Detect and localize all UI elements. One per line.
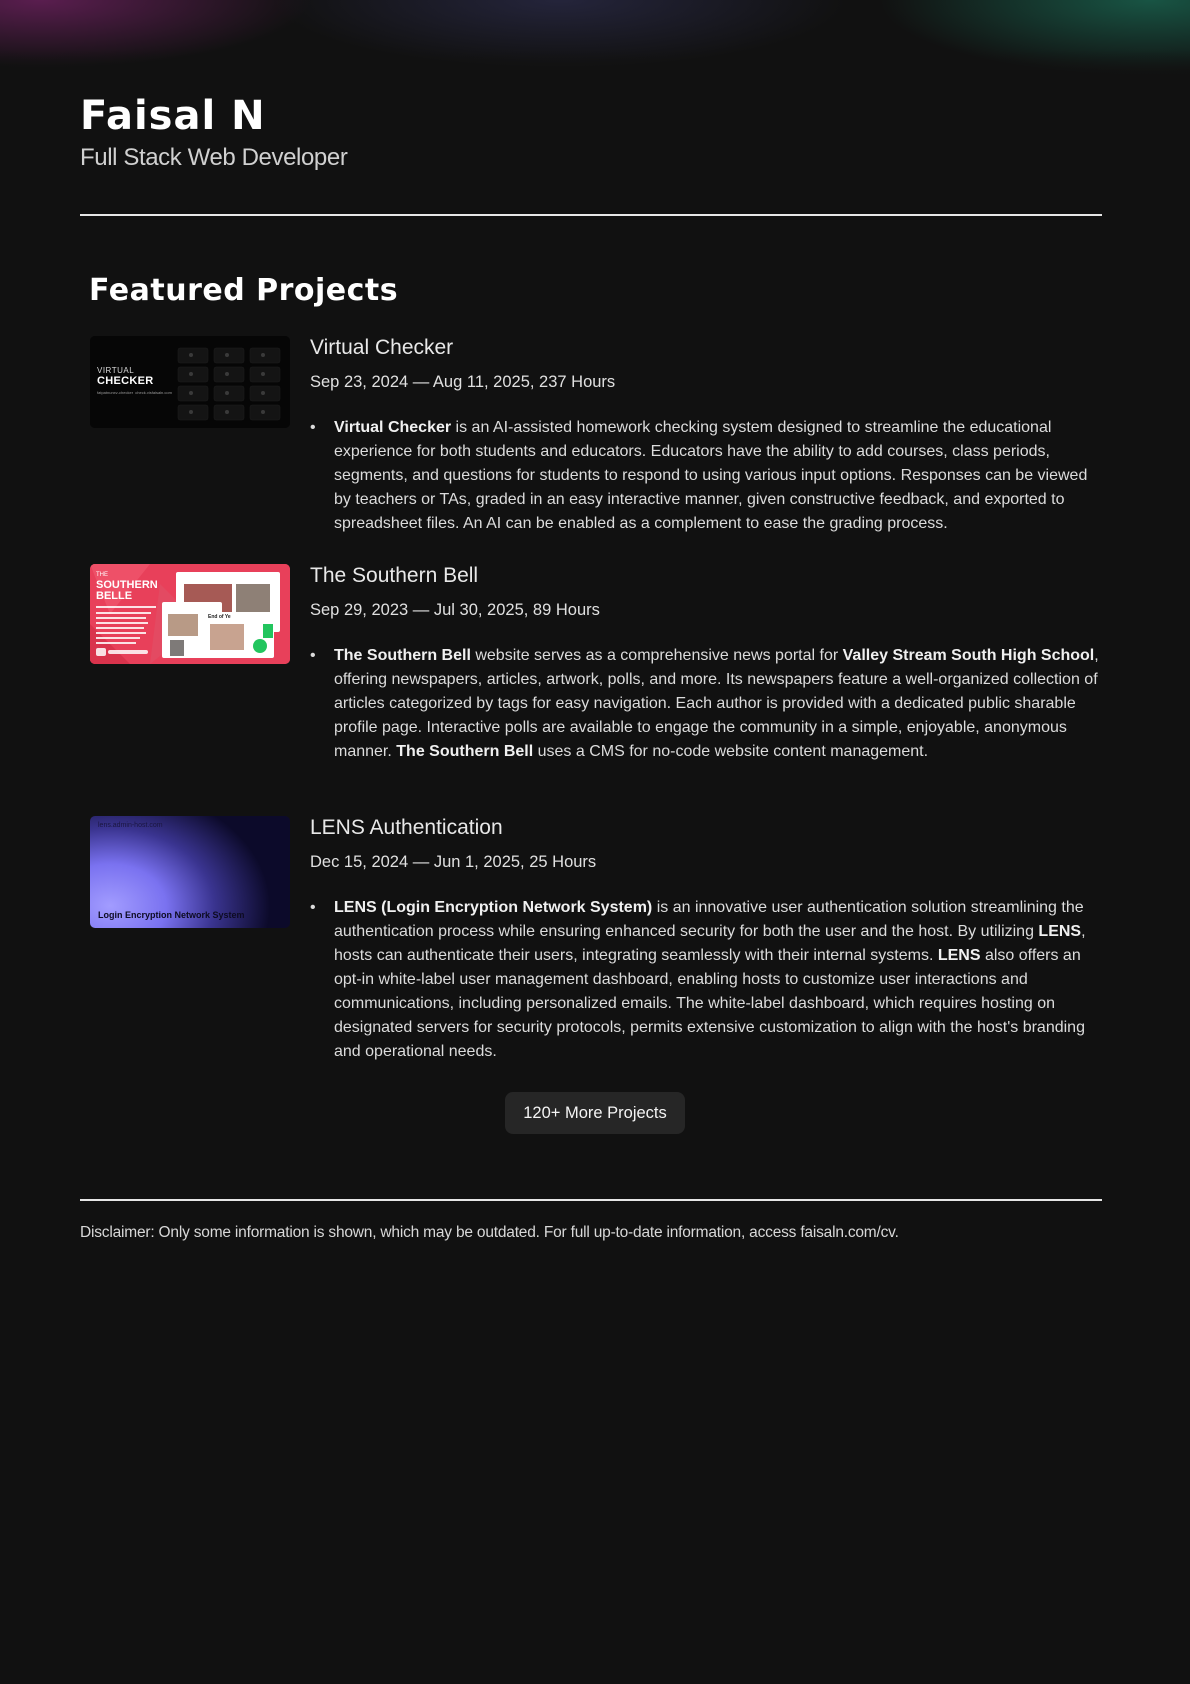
description-run: uses a CMS for no-code website content management. <box>533 743 929 760</box>
description-bold-term: LENS <box>937 947 981 964</box>
project-card-lens <box>90 816 1102 1066</box>
description-run: is an AI-assisted homework checking system designed to streamline the educational experience for both students and educators. Educators have the ability to add courses, class periods, segments, and questions for students to respond to using various input options. Responses can be viewed by teachers or TAs, graded in an easy interactive manner, given constructive feedback, and exported to spreadsheet files. An AI can be enabled as a complement to ease the grading process. <box>334 419 1088 532</box>
thumbnail-text: SOUTHERN <box>96 579 158 591</box>
project-title[interactable]: LENS Authentication <box>310 816 503 839</box>
section-title: Featured Projects <box>89 273 399 308</box>
profile-role: Full Stack Web Developer <box>80 144 348 171</box>
project-card-virtual-checker <box>90 336 1102 536</box>
more-projects-button[interactable]: 120+ More Projects <box>505 1092 685 1134</box>
description-run: website serves as a comprehensive news portal for <box>470 647 843 664</box>
bullet-icon: • <box>310 647 316 664</box>
description-bold-term: Valley Stream South High School <box>842 647 1095 664</box>
project-thumbnail-lens[interactable] <box>90 816 290 928</box>
thumbnail-text: CHECKER <box>97 375 154 387</box>
project-description <box>310 416 1100 536</box>
disclaimer-text: Disclaimer: Only some information is shown, which may be outdated. For full up-to-date information, access faisaln.com/cv. <box>80 1224 899 1241</box>
project-description <box>310 644 1100 764</box>
project-title[interactable]: Virtual Checker <box>310 336 454 359</box>
description-run: , offering newspapers, articles, artwork, polls, and more. Its newspapers feature a well-organized collection of articles categorized by tags for easy navigation. Each author is provided with a dedicated public sharable profile page. Interactive polls are available to engage the community in a simple, enjoyable, anonymous manner. <box>334 647 1099 760</box>
thumbnail-text: lens.admin-host.com <box>98 822 163 829</box>
project-description <box>310 896 1100 1064</box>
thumbnail-text: BELLE <box>96 590 133 602</box>
description-bold-term: LENS (Login Encryption Network System) <box>334 899 653 916</box>
project-title[interactable]: The Southern Bell <box>310 564 479 587</box>
description-bold-term: LENS <box>1038 923 1082 940</box>
thumbnail-text: THE <box>96 572 108 578</box>
thumbnail-text: VIRTUAL <box>97 366 135 375</box>
bullet-icon: • <box>310 419 316 436</box>
project-dates: Dec 15, 2024 — Jun 1, 2025, 25 Hours <box>310 853 597 871</box>
profile-name: Faisal N <box>80 93 266 139</box>
thumbnail-text: Login Encryption Network System <box>98 910 245 920</box>
description-text <box>334 896 1100 1064</box>
thumbnail-footnote: fatpatnunxv-checker check.visfaisaln.com <box>97 390 172 395</box>
description-run: is an innovative user authentication solution streamlining the authentication process while ensuring enhanced security for both the user and the host. By utilizing <box>334 899 1084 940</box>
project-dates: Sep 29, 2023 — Jul 30, 2025, 89 Hours <box>310 601 600 619</box>
thumbnail-text: End of Ye <box>208 614 231 620</box>
description-text <box>334 644 1100 764</box>
profile-header <box>80 92 347 172</box>
project-thumbnail-southern-bell[interactable] <box>90 564 290 664</box>
description-text <box>334 416 1100 536</box>
header-gradient-glow <box>0 0 1190 90</box>
footer-divider <box>80 1199 1102 1201</box>
description-bold-term: Virtual Checker <box>334 419 452 436</box>
header-divider <box>80 214 1102 216</box>
description-run: , hosts can authenticate their users, integrating seamlessly with their internal systems. <box>334 923 1086 964</box>
description-bold-term: The Southern Bell <box>334 647 471 664</box>
project-card-southern-bell <box>90 564 1102 794</box>
bullet-icon: • <box>310 899 316 916</box>
project-dates: Sep 23, 2024 — Aug 11, 2025, 237 Hours <box>310 373 616 391</box>
description-bold-term: The Southern Bell <box>396 743 534 760</box>
project-thumbnail-virtual-checker[interactable] <box>90 336 290 428</box>
description-run: also offers an opt-in white-label user management dashboard, enabling hosts to customize user interactions and communications, including personalized emails. The white-label dashboard, which requires hosting on designated servers for security protocols, permits extensive customization to align with the host's branding and operational needs. <box>334 947 1085 1060</box>
